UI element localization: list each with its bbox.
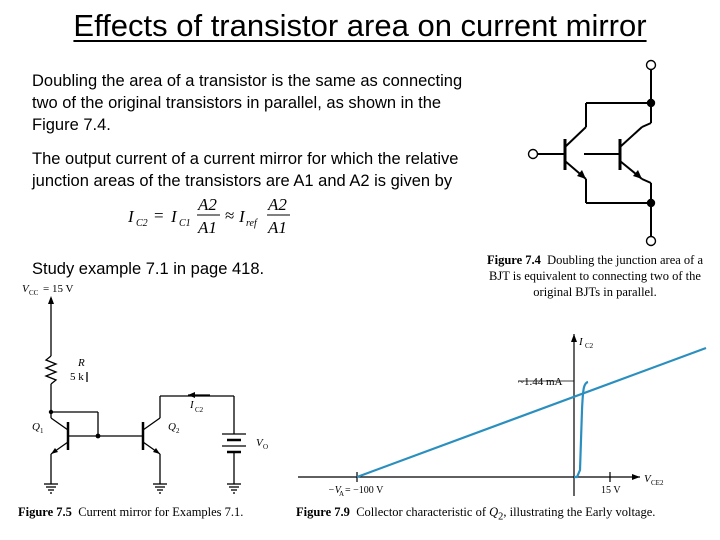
q-right-emitter-stub — [642, 179, 651, 183]
paragraph-area-doubling: Doubling the area of a transistor is the same as connecting two of the original transistors in parallel, as shown in the Figure 7.4. — [32, 72, 463, 134]
vo-label: V — [256, 437, 263, 449]
vcc-arrow-icon — [48, 296, 54, 304]
figure-7-9-caption — [296, 504, 716, 526]
figure-7-4-caption-label: Figure 7.4 — [486, 253, 541, 267]
vo-subscript: O — [263, 443, 269, 451]
resistor-value: 5 k — [70, 371, 84, 383]
q2-collector-leg — [143, 418, 160, 430]
figure-7-5-caption — [18, 504, 280, 520]
y-axis-subscript: C2 — [585, 342, 594, 350]
emitter-junction-dot — [647, 199, 655, 207]
eq-iref-symbol: I — [239, 207, 245, 226]
resistor-zigzag — [46, 356, 56, 384]
figure-7-4-caption — [476, 252, 714, 300]
figure-7-9-collector-characteristic — [290, 330, 710, 500]
paragraph-output-current: The output current of a current mirror for which the relative junction areas of the transistors are A1 and A2 is given by — [32, 150, 459, 190]
collector-junction-dot — [647, 99, 655, 107]
figure-7-4-caption-text: Doubling the junction area of a BJT is equivalent to connecting two of the original BJTs in parallel. — [489, 253, 704, 299]
characteristic-curve-group — [357, 348, 706, 477]
y-axis-arrow-icon — [571, 334, 577, 342]
x-tick-label: 15 V — [601, 485, 621, 496]
q2-subscript: 2 — [176, 427, 180, 435]
figure-7-9-caption-text-2: , illustrating the Early voltage. — [503, 505, 656, 519]
x-axis-label: V — [644, 473, 651, 485]
current-ratio-equation — [126, 193, 296, 239]
figure-7-9-caption-text-1: Collector characteristic of — [356, 505, 486, 519]
figure-7-5-caption-label: Figure 7.5 — [18, 505, 72, 519]
ground-q2-icon — [153, 484, 167, 493]
eq-equals-sign: = — [154, 206, 164, 225]
q-left-collector-leg — [565, 127, 586, 147]
va-label: −V — [328, 485, 341, 496]
base-junction-dot — [96, 434, 101, 439]
figure-7-4-parallel-bjt-diagram — [520, 55, 670, 250]
eq-ratio2-denominator: A1 — [268, 218, 287, 237]
q-right-emitter-arrow — [633, 170, 642, 179]
q1-subscript: 1 — [40, 427, 44, 435]
ic2-label: I — [190, 399, 194, 411]
q2-emitter-arrow-icon — [153, 448, 160, 454]
eq-approx-sign: ≈ — [225, 206, 235, 225]
eq-ic1-subscript: C1 — [179, 218, 191, 229]
emitter-terminal — [647, 237, 656, 246]
eq-ratio1-numerator: A2 — [198, 195, 217, 214]
q1-collector-dot — [49, 410, 53, 414]
q1-emitter-arrow-icon — [51, 448, 58, 454]
slide-title: Effects of transistor area on current mirror — [73, 8, 647, 43]
eq-ic2-symbol: I — [128, 207, 134, 226]
base-terminal — [529, 150, 538, 159]
figure-7-9-caption-q-subscript: 2 — [498, 511, 504, 523]
collector-terminal — [647, 61, 656, 70]
vcc-label: V — [22, 283, 29, 295]
figure-7-9-caption-q: Q — [489, 505, 499, 519]
eq-ratio2-numerator: A2 — [268, 195, 287, 214]
figure-7-5-current-mirror-circuit — [20, 278, 280, 498]
va-subscript: A — [339, 490, 345, 498]
ground-battery-icon — [227, 484, 241, 493]
resistor-label: R — [78, 357, 85, 369]
x-axis-subscript: CE2 — [651, 479, 664, 487]
ic2-subscript: C2 — [195, 406, 204, 414]
q2-label: Q — [168, 421, 176, 433]
figure-7-9-caption-label: Figure 7.9 — [296, 505, 350, 519]
eq-iref-subscript: ref — [246, 218, 257, 229]
q-right-collector-stub — [642, 123, 651, 127]
paragraph-study-example: Study example 7.1 in page 418. — [32, 260, 265, 278]
ground-q1-icon — [44, 484, 58, 493]
knee-current-label: ~1.44 mA — [518, 376, 563, 388]
q1-label: Q — [32, 421, 40, 433]
ic2-arrow-icon — [188, 392, 195, 398]
q1-collector-leg — [51, 418, 68, 430]
eq-ratio1-denominator: A1 — [198, 218, 217, 237]
y-axis-label: I — [579, 336, 583, 348]
va-value: = −100 V — [345, 485, 384, 496]
eq-ic1-symbol: I — [171, 207, 177, 226]
figure-7-5-caption-text: Current mirror for Examples 7.1. — [78, 505, 244, 519]
vcc-value: = 15 V — [43, 283, 74, 295]
eq-ic2-subscript: C2 — [136, 218, 148, 229]
early-extrapolation-line — [357, 348, 706, 477]
vcc-subscript: CC — [29, 289, 39, 297]
q-right-collector-leg — [620, 127, 642, 147]
x-axis-arrow-icon — [632, 474, 640, 480]
